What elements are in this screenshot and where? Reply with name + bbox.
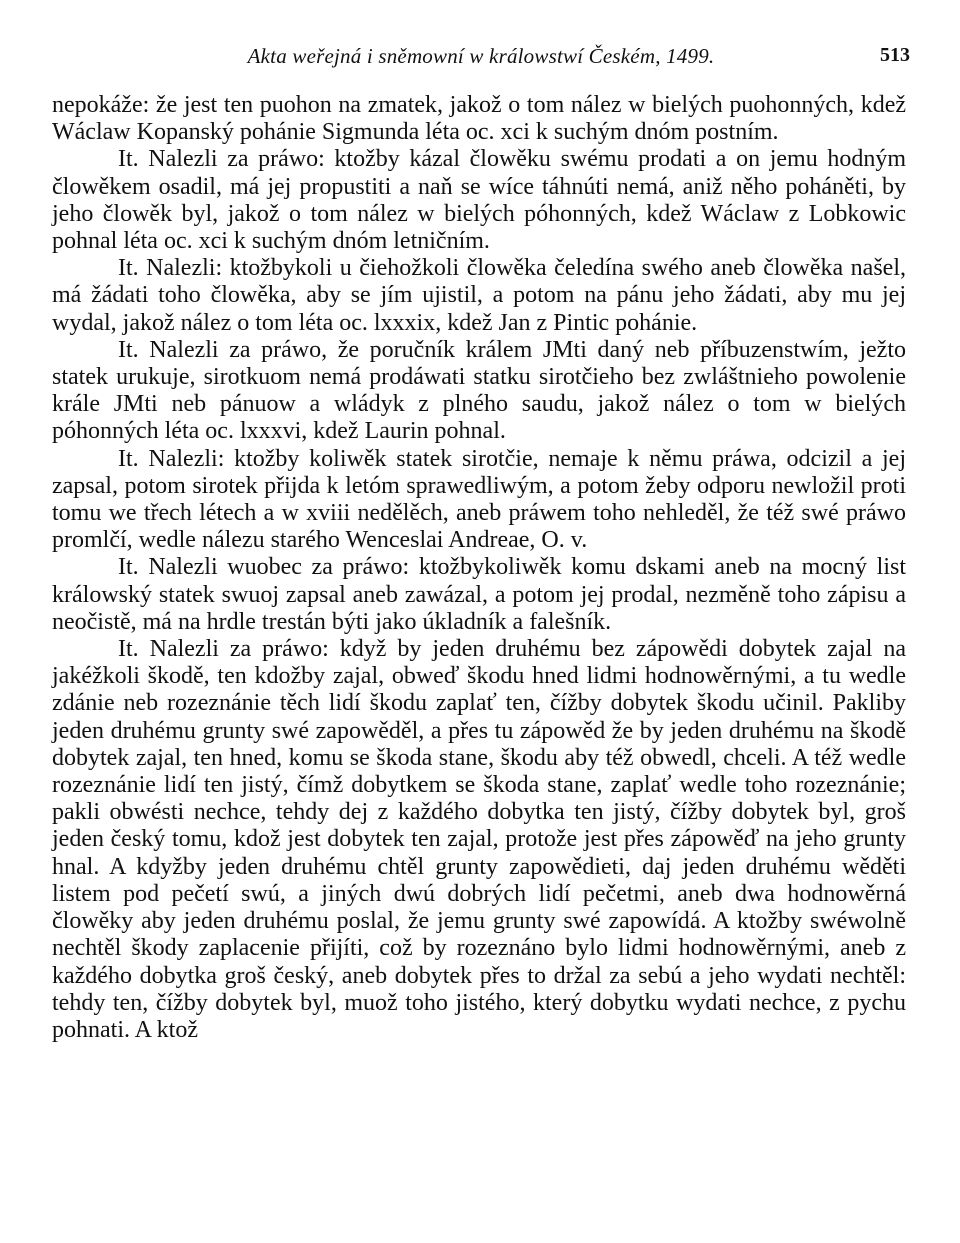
- body-text: [52, 92, 906, 1044]
- page-number: 513: [880, 44, 910, 66]
- paragraph-item: It. Nalezli za práwo: ktožby kázal člowěku swému prodati a on jemu hodným člowěkem osadil, má jej propustiti a naň se wíce táhnúti nemá, aniž něho poháněti, by jeho člowěk byl, jakož o tom nález w bielých póhonných, kdež Wáclaw z Lobkowic pohnal léta oc. xci k suchým dnóm letničním.: [52, 146, 906, 255]
- paragraph-continuation: nepokáže: že jest ten puohon na zmatek, jakož o tom nález w bielých puohonných, kdež Wáclaw Kopanský pohánie Sigmunda léta oc. xci k suchým dnóm postním.: [52, 92, 906, 146]
- paragraph-item: It. Nalezli: ktožbykoli u čiehožkoli člowěka čeledína swého aneb člowěka našel, má žádati toho člowěka, aby se jím ujistil, a potom na pánu jeho žádati, aby mu jej wydal, jakož nález o tom léta oc. lxxxix, kdež Jan z Pintic pohánie.: [52, 255, 906, 336]
- paragraph-item: It. Nalezli za práwo, že poručník králem JMti daný neb příbuzenstwím, ježto statek urukuje, sirotkuom nemá prodáwati statku sirotčieho bez zwláštnieho powolenie krále JMti neb pánuow a wládyk z plného saudu, jakož nález o tom w bielých póhonných léta oc. lxxxvi, kdež Laurin pohnal.: [52, 336, 906, 445]
- paragraph-item: It. Nalezli wuobec za práwo: ktožbykoliwěk komu dskami aneb na mocný list králowský statek swuoj zapsal aneb zawázal, a potom jej prodal, nezměně toho zápisu a neočistě, má na hrdle trestán býti jako úkladník a falešník.: [52, 554, 906, 635]
- paragraph-item: It. Nalezli za práwo: když by jeden druhému bez zápowědi dobytek zajal na jakéžkoli škodě, ten kdožby zajal, obweď škodu hned lidmi hodnowěrnými, a tu wedle zdánie neb rozeznánie těch lidí škodu zaplať ten, čížby dobytek škodu učinil. Pakliby jeden druhému grunty swé zapowěděl, a přes tu zápowěd že by jeden druhému na škodě dobytek zajal, ten hned, komu se škoda stane, škodu aby též obwedl, chceli. A též wedle rozeznánie lidí ten jistý, čímž dobytkem se škoda stane, zaplať wedle toho rozeznánie; pakli obwésti nechce, tehdy dej z každého dobytka ten jistý, čížby dobytek byl, groš jeden český tomu, kdož jest dobytek ten zajal, protože jest přes zápowěď na jeho grunty hnal. A kdyžby jeden druhému chtěl grunty zapowědieti, daj jeden druhému wěděti listem pod pečetí swú, a jiných dwú dobrých lidí pečetmi, aneb dwa hodnowěrná člowěky aby jeden druhému poslal, že jemu grunty swé zapowídá. A ktožby swéwolně nechtěl škody zaplacenie přijíti, což by rozeznáno bylo lidmi hodnowěrnými, aneb z každého dobytka groš český, aneb dobytek přes to držal za sebú a jeho wydati nechtěl: tehdy ten, čížby dobytek byl, muož toho jistého, který dobytku wydati nechce, z pychu pohnati. A ktož: [52, 636, 906, 1043]
- running-head: [52, 44, 910, 76]
- running-title: Akta weřejná i sněmowní w králowstwí Českém, 1499.: [247, 44, 715, 68]
- paragraph-item: It. Nalezli: ktožby koliwěk statek sirotčie, nemaje k němu práwa, odcizil a jej zapsal, potom sirotek přijda k letóm sprawedliwým, a potom žeby odporu newložil proti tomu we třech létech a w xviii nedělěch, aneb práwem toho nehleděl, že též swé práwo promlčí, wedle nálezu starého Wenceslai Andreae, O. v.: [52, 445, 906, 554]
